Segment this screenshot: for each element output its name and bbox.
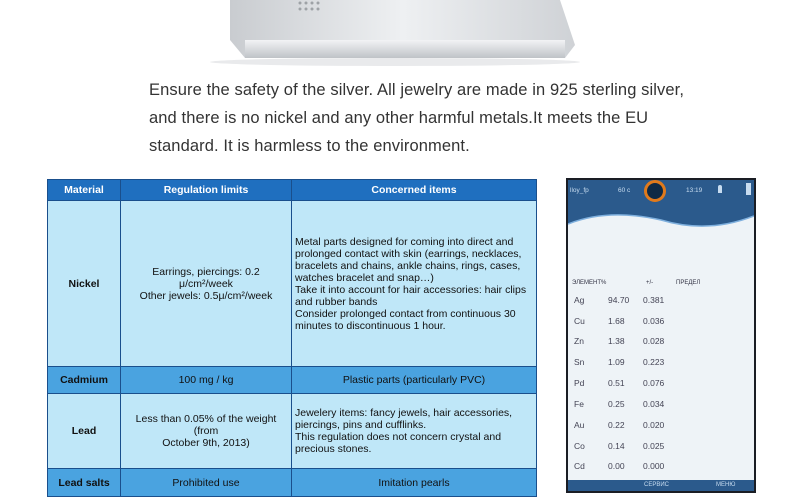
limit-line: Prohibited use <box>172 476 240 489</box>
element-symbol: Fe <box>574 399 584 409</box>
analyzer-screen <box>568 180 754 491</box>
item-line: piercings, pins and cufflinks. <box>295 419 427 431</box>
intro-line-2: and there is no nickel and any other harmful metals.It meets the EU <box>149 109 649 127</box>
element-error: 0.381 <box>643 295 665 305</box>
reading-row <box>568 461 754 481</box>
item-line: Consider prolonged contact from continuous 30 <box>295 307 516 320</box>
element-error: 0.020 <box>643 420 665 430</box>
material-cell: Cadmium <box>48 367 121 394</box>
status-mode: lloy_fp <box>570 187 589 194</box>
table-row-lead <box>48 394 537 469</box>
column-limit: ПРЕДЕЛ <box>676 280 701 286</box>
element-symbol: Sn <box>574 357 585 367</box>
item-line: Jewelery items: fancy jewels, hair accessories, <box>295 407 513 419</box>
element-error: 0.223 <box>643 357 665 367</box>
items-cell <box>292 367 537 394</box>
element-symbol: Cu <box>574 316 585 326</box>
element-symbol: Ag <box>574 295 585 305</box>
element-value: 0.14 <box>608 441 625 451</box>
element-error: 0.076 <box>643 378 665 388</box>
status-temp: 60 c <box>618 187 631 194</box>
element-error: 0.028 <box>643 336 665 346</box>
item-line: watches bracelet and snap…) <box>295 271 434 284</box>
header-wave-decoration <box>568 206 754 234</box>
limits-cell <box>121 367 292 394</box>
item-line: and rubber bands <box>295 295 378 308</box>
material-cell: Lead <box>48 394 121 469</box>
battery-icon <box>746 183 751 195</box>
service-button[interactable]: СЕРВИС <box>644 482 669 488</box>
element-symbol: Zn <box>574 336 584 346</box>
limit-line: October 9th, 2013) <box>162 437 250 449</box>
reading-row <box>568 420 754 440</box>
items-cell <box>292 394 537 469</box>
items-cell <box>292 469 537 497</box>
material-cell: Lead salts <box>48 469 121 497</box>
reading-row <box>568 441 754 461</box>
intro-text <box>149 76 709 160</box>
element-symbol: Au <box>574 420 585 430</box>
analyzer-bottom-bar <box>568 480 754 491</box>
regulation-table <box>47 179 537 497</box>
limits-cell <box>121 201 292 367</box>
element-error: 0.025 <box>643 441 665 451</box>
element-value: 0.25 <box>608 399 625 409</box>
element-error: 0.000 <box>643 461 665 471</box>
reading-row <box>568 336 754 356</box>
silver-bar-image <box>200 0 590 66</box>
element-value: 0.22 <box>608 420 625 430</box>
header-material: Material <box>48 180 121 201</box>
element-symbol: Co <box>574 441 585 451</box>
reading-row <box>568 399 754 419</box>
header-items: Concerned items <box>292 180 537 201</box>
element-value: 0.51 <box>608 378 625 388</box>
column-plusminus: +/- <box>646 280 654 286</box>
intro-line-1: Ensure the safety of the silver. All jewelry are made in 925 sterling silver, <box>149 81 685 99</box>
header-regulation: Regulation limits <box>121 180 292 201</box>
element-value: 0.00 <box>608 461 625 471</box>
table-row-cadmium <box>48 367 537 394</box>
limits-cell <box>121 394 292 469</box>
reading-row <box>568 357 754 377</box>
limit-line: 100 mg / kg <box>178 374 234 386</box>
element-value: 1.09 <box>608 357 625 367</box>
element-error: 0.034 <box>643 399 665 409</box>
element-symbol: Cd <box>574 461 585 471</box>
item-line: This regulation does not concern crystal and <box>295 431 502 443</box>
reading-row <box>568 295 754 315</box>
item-line: minutes to discontinuous 1 hour. <box>295 319 446 332</box>
element-error: 0.036 <box>643 316 665 326</box>
table-row-nickel <box>48 201 537 367</box>
limits-cell <box>121 469 292 497</box>
item-line: Take it into account for hair accessories: hair clips <box>295 283 527 296</box>
reading-row <box>568 378 754 398</box>
menu-button[interactable]: МЕНЮ <box>716 482 736 488</box>
measure-ring-icon <box>644 180 666 202</box>
limit-line: Other jewels: 0.5μ/cm²/week <box>139 289 273 302</box>
status-time: 13:19 <box>686 187 703 194</box>
element-value: 1.38 <box>608 336 625 346</box>
item-line: prolonged contact with skin (earrings, necklaces, <box>295 247 522 260</box>
item-line: Imitation pearls <box>378 476 450 489</box>
table-row-lead-salts <box>48 469 537 497</box>
item-line: precious stones. <box>295 443 372 455</box>
column-element: ЭЛЕМЕНТ% <box>572 280 607 286</box>
analyzer-status-bar <box>568 180 754 206</box>
item-line: bracelets and chains, ankle chains, rings, cases, <box>295 259 521 272</box>
item-line: Plastic parts (particularly PVC) <box>342 374 486 386</box>
element-symbol: Pd <box>574 378 585 388</box>
intro-line-3: standard. It is harmless to the environment. <box>149 137 470 155</box>
items-cell <box>292 201 537 367</box>
reading-row <box>568 316 754 336</box>
limit-line: Less than 0.05% of the weight (from <box>135 413 277 437</box>
element-value: 94.70 <box>608 295 630 305</box>
element-value: 1.68 <box>608 316 625 326</box>
item-line: Metal parts designed for coming into direct and <box>295 235 514 248</box>
user-icon <box>718 185 722 193</box>
limit-line: Earrings, piercings: 0.2 μ/cm²/week <box>152 265 260 290</box>
table-header-row <box>48 180 537 201</box>
material-cell: Nickel <box>48 201 121 367</box>
